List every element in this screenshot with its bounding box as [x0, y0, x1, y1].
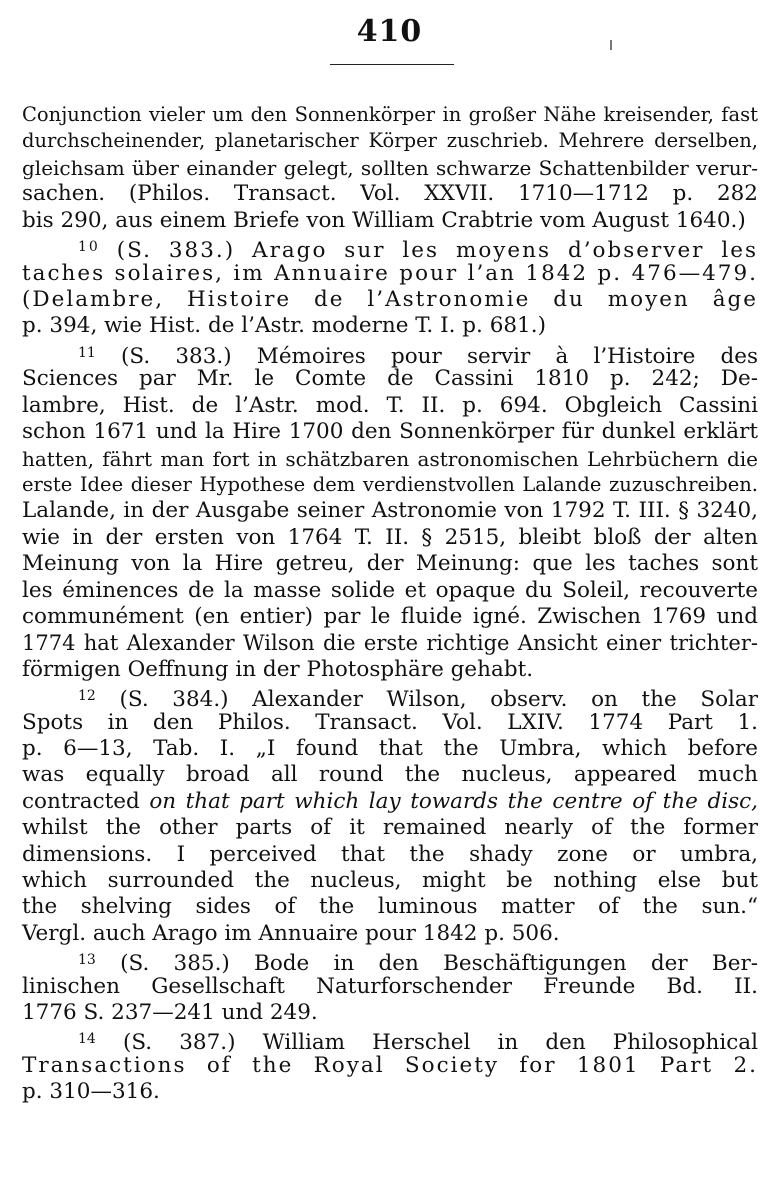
text-line: 1776 S. 237—241 und 249. [22, 1000, 318, 1025]
footnote-number: 12 [78, 688, 96, 704]
text-line-with-italic [22, 789, 758, 815]
text-line: hatten, fährt man fort in schätzbaren astronomischen Lehrbüchern die [22, 447, 758, 471]
text-line: Meinung von la Hire getreu, der Meinung: que les taches sont [22, 551, 758, 576]
text-line: Lalande, in der Ausgabe seiner Astronomie von 1792 T. III. § 3240, [22, 498, 758, 523]
footnote-11-first-line [78, 340, 758, 369]
text-line: communément (en entier) par le fluide igné. Zwischen 1769 und [22, 604, 758, 629]
text-line: 1774 hat Alexander Wilson die erste richtige Ansicht einer trichter- [22, 631, 758, 655]
text-line: p. 6—13, Tab. I. „I found that the Umbra, which before [22, 736, 758, 761]
italic-segment: on that part which lay towards the centre of the disc, [149, 789, 758, 814]
footnote-10-first-line [78, 234, 758, 263]
footnote-text: (S. 383.) Mémoires pour servir à l’Histoire des [121, 344, 758, 369]
footnote-text: (S. 387.) William Herschel in den Philosophical [122, 1030, 758, 1055]
text-line: wie in der ersten von 1764 T. II. § 2515, bleibt bloß der alten [22, 525, 758, 550]
text-line: durchscheinender, planetarischer Körper zuschrieb. Mehrere derselben, [22, 129, 758, 152]
text-line: Transactions of the Royal Society for 1801 Part 2. [22, 1053, 758, 1078]
header-rule [330, 64, 454, 65]
text-line: gleichsam über einander gelegt, sollten schwarze Schattenbilder verur- [22, 156, 758, 180]
footnote-text: (S. 383.) Arago sur les moyens d’observer les [116, 238, 758, 263]
footnote-text: (S. 385.) Bode in den Beschäftigungen der Ber- [120, 951, 758, 976]
text-line: was equally broad all round the nucleus, appeared much [22, 762, 758, 787]
text-line: Vergl. auch Arago im Annuaire pour 1842 p. 506. [22, 921, 560, 946]
text-line: schon 1671 und la Hire 1700 den Sonnenkörper für dunkel erklärt [22, 419, 758, 444]
text-line: förmigen Oeffnung in der Photosphäre gehabt. [22, 657, 534, 682]
text-line: linischen Gesellschaft Naturforschender Freunde Bd. II. [22, 974, 758, 999]
text-line: dimensions. I perceived that the shady zone or umbra, [22, 842, 758, 867]
page-number: 410 [356, 14, 423, 49]
footnote-number: 14 [78, 1031, 96, 1047]
text-line: taches solaires, im Annuaire pour l’an 1842 p. 476—479. [22, 261, 758, 286]
footnote-number: 11 [78, 345, 96, 361]
footnote-14-first-line [78, 1026, 758, 1055]
header-mark [610, 40, 612, 50]
text-line: the shelving sides of the luminous matter of the sun.“ [22, 894, 758, 919]
text-segment: contracted [22, 789, 140, 814]
text-line: Spots in den Philos. Transact. Vol. LXIV. 1774 Part 1. [22, 710, 758, 735]
footnote-number: 10 [78, 239, 100, 255]
footnote-text: (S. 384.) Alexander Wilson, observ. on the Solar [119, 687, 758, 712]
text-line: Sciences par Mr. le Comte de Cassini 1810 p. 242; De- [22, 366, 758, 391]
text-line: p. 310—316. [22, 1079, 160, 1104]
footnote-13-first-line [78, 947, 758, 976]
footnote-12-first-line [78, 683, 758, 712]
text-line: sachen. (Philos. Transact. Vol. XXVII. 1710—1712 p. 282 [22, 181, 758, 206]
text-line: Conjunction vieler um den Sonnenkörper in großer Nähe kreisender, fast [22, 103, 758, 126]
text-line: (Delambre, Histoire de l’Astronomie du moyen âge [22, 287, 758, 312]
text-line: whilst the other parts of it remained nearly of the former [22, 815, 758, 840]
text-line: bis 290, aus einem Briefe von William Crabtrie vom August 1640.) [22, 208, 746, 233]
text-line: les éminences de la masse solide et opaque du Soleil, recouverte [22, 578, 758, 603]
text-line: p. 394, wie Hist. de l’Astr. moderne T. I. p. 681.) [22, 313, 546, 338]
text-line: erste Idee dieser Hypothese dem verdienstvollen Lalande zuzuschreiben. [22, 473, 758, 496]
footnote-number: 13 [78, 952, 96, 968]
text-line: which surrounded the nucleus, might be nothing else but [22, 868, 758, 893]
text-line: lambre, Hist. de l’Astr. mod. T. II. p. 694. Obgleich Cassini [22, 393, 758, 418]
